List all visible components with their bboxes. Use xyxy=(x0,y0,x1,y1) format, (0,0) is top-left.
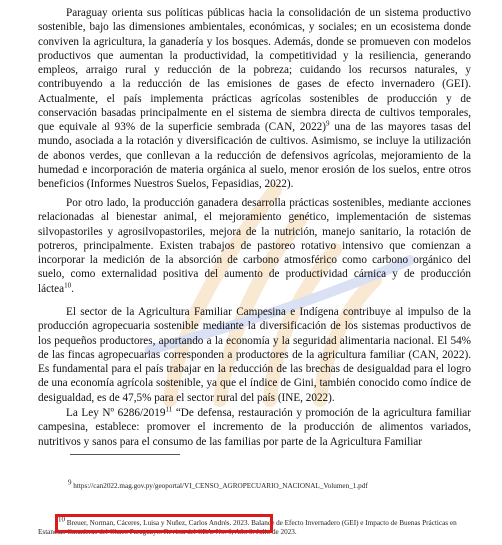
paragraph-1 xyxy=(38,6,471,191)
footnote-10-number: 10 xyxy=(58,515,65,524)
paragraph-1-text: Paraguay orienta sus políticas públicas hacia la consolidación de un sistema productivo sostenible, bajo las dimensiones ambientales, económicas, y sociales; en un ecosistema donde conviven la agricultura, la ganadería y los bosques. Además, donde se promueven con modelos productivos que aumentan la productividad, la competitividad y la resiliencia, generando empleos, arraigo rural y reducción de la pobreza; cuidando los recursos naturales, y contribuyendo a la reducción de las emisiones de gases de efecto invernadero (GEI). Actualmente, el país implementa prácticas agrícolas sostenibles de producción y de conservación basadas principalmente en el sistema de siembra directa de cultivos temporales, que equivale al 93% de la superficie sembrada (CAN, 2022) xyxy=(38,7,471,133)
footnote-ref-11[interactable]: 11 xyxy=(165,405,173,414)
footnote-ref-10[interactable]: 10 xyxy=(64,280,72,289)
paragraph-2-text: Por otro lado, la producción ganadera desarrolla prácticas sostenibles, mediante acciones relacionadas al bienestar animal, el mejoramiento genético, implementación de sistemas silvopastoriles y agrosilvopastoriles, mejora de la nutrición, manejo sanitario, la rotación de potreros, principalmente. Existen trabajos de pastoreo rotativo intensivo que comienzan a incorporar la medición de la absorción de carbono atmosférico como carbono orgánico del suelo, como externalidad positiva del aumento de productividad cárnica y de producción láctea xyxy=(38,197,471,295)
footnote-9 xyxy=(68,478,368,491)
paragraph-3 xyxy=(38,305,471,405)
footnote-9-link[interactable]: https://can2022.mag.gov.py/geoportal/VI_CENSO_AGROPECUARIO_NACIONAL_Volumen_1.pdf xyxy=(71,482,368,490)
paragraph-2 xyxy=(38,196,471,296)
paragraph-4-text-cont: “De defensa, restauración y promoción de la agricultura familiar campesina, establece: promover el incremento de la producción de alimentos variados, nutritivos y sanos para el consumo de las familias por parte de la Agricultura Familiar xyxy=(38,407,471,448)
footnote-separator xyxy=(70,454,180,455)
paragraph-4 xyxy=(38,406,471,449)
footnote-9-number: 9 xyxy=(68,478,72,487)
footnote-10-text: Breuer, Norman, Cáceres, Luisa y Nuñez, Carlos Andrés. 2023. Balance de Efecto Invernadero (GEI) e Impacto de Buenas Prácticas en Estancias Ganaderas del Chaco Paraguayo. Revista del CEA. No. 6, Año 3. Julio de 2023. xyxy=(38,519,457,536)
paragraph-3-text: El sector de la Agricultura Familiar Campesina e Indígena contribuye al impulso de la producción agropecuaria sostenible mediante la diversificación de los sistemas productivos de los pequeños productores, aportando a la economía y la seguridad alimentaria nacional. El 54% de las fincas agropecuarias corresponden a productores de la agricultura familiar (CAN, 2022). Es fundamental para el país trabajar en la reducción de las brechas de desigualdad para el logro de una economía agrícola sostenible, ya que el índice de Gini, también conocido como índice de desigualdad, es de 47,5% para el sector rural del país (INE, 2022). xyxy=(38,306,471,404)
highlight-box xyxy=(55,514,273,533)
paragraph-1-text-cont: una de las mayores tasas del mundo, asociada a la rotación y diversificación de cultivos. Asimismo, se incluye la utilización de abonos verdes, que conllevan a la reducción de defensivos agrícolas, mejoramiento de la humedad e incorporación de materia orgánica al suelo, menor erosión de los suelos, entre otros beneficios (Informes Nuestros Suelos, Fepasidias, 2022). xyxy=(38,121,471,190)
footnote-ref-9[interactable]: 9 xyxy=(326,119,330,128)
paragraph-2-text-cont: . xyxy=(71,282,74,295)
paragraph-4-text: La Ley Nº 6286/2019 xyxy=(66,407,166,419)
